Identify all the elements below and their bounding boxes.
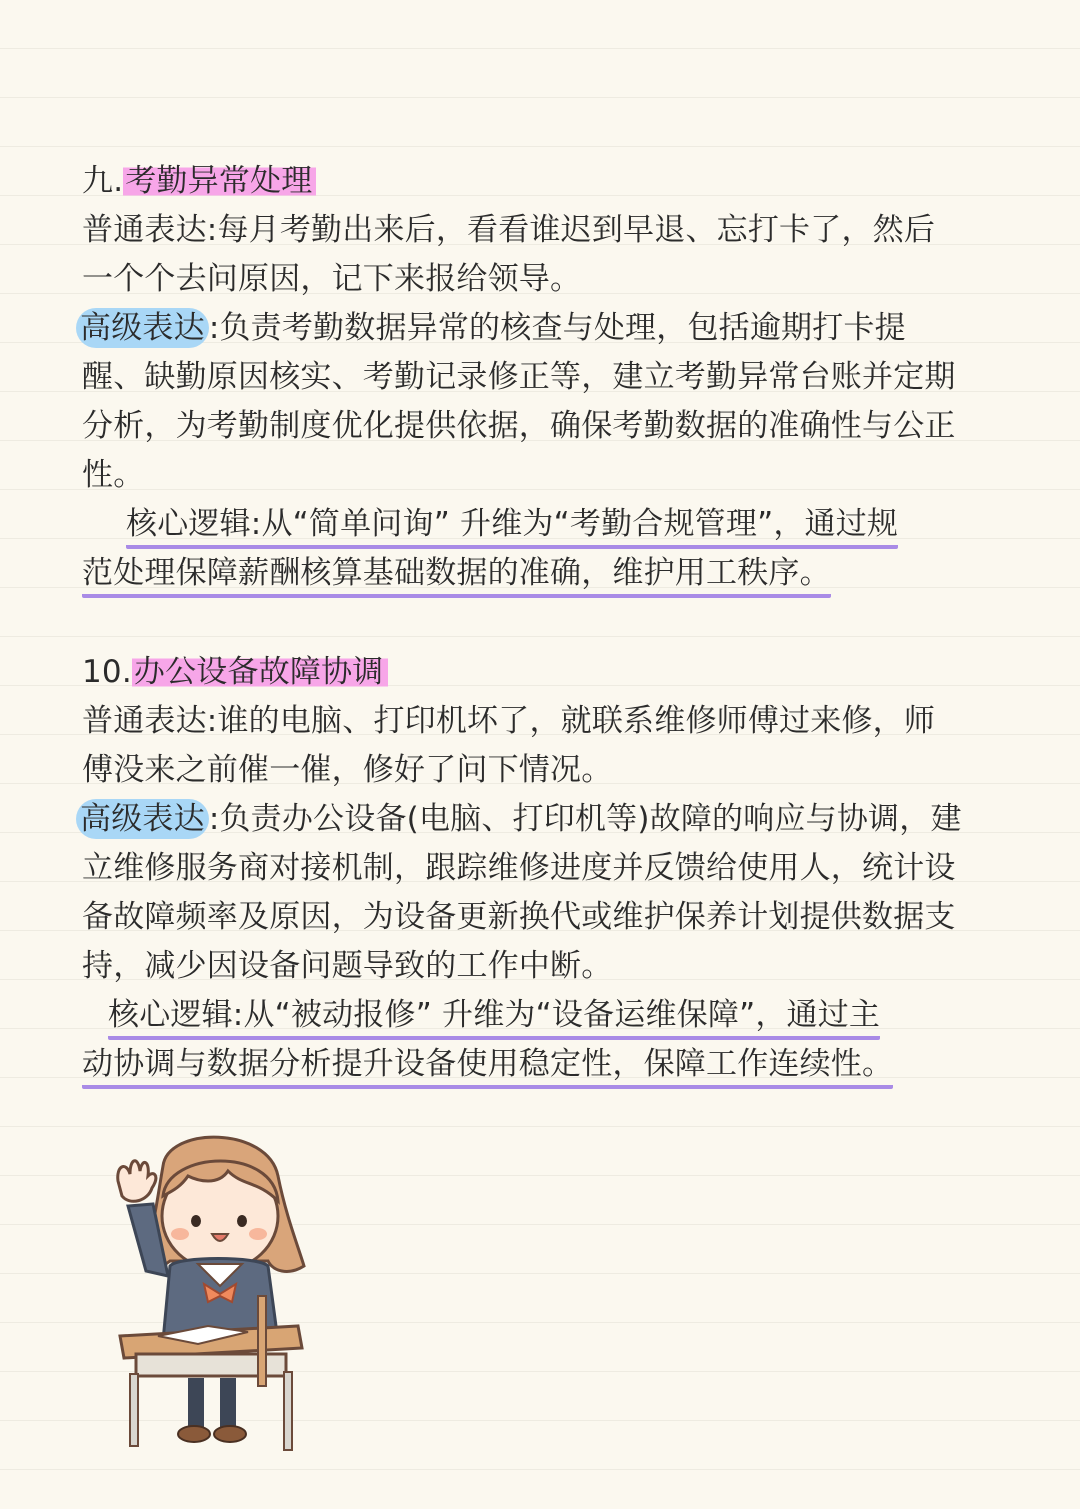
advanced-expression-line	[82, 795, 1022, 844]
advanced-expression-line: 立维修服务商对接机制，跟踪维修进度并反馈给使用人，统计设	[82, 850, 956, 886]
section-attendance	[82, 157, 1022, 598]
core-logic-text: 范处理保障薪酬核算基础数据的准确，维护用工秩序。	[82, 555, 831, 598]
advanced-expression-line: 性。	[82, 457, 145, 493]
normal-label: 普通表达:	[82, 212, 218, 248]
advanced-expression-line: 醒、缺勤原因核实、考勤记录修正等，建立考勤异常台账并定期	[82, 359, 956, 395]
advanced-text: :负责考勤数据异常的核查与处理，包括逾期打卡提	[208, 310, 906, 346]
advanced-label: 高级表达	[76, 799, 209, 839]
section-title	[82, 648, 1022, 697]
section-number: 九.	[82, 163, 124, 199]
student-girl-illustration	[108, 1126, 314, 1456]
section-equipment	[82, 648, 1022, 1089]
section-number: 10.	[82, 654, 132, 690]
normal-label: 普通表达:	[82, 703, 218, 739]
advanced-expression-line: 持，减少因设备问题导致的工作中断。	[82, 948, 613, 984]
normal-expression-line: 一个个去问原因，记下来报给领导。	[82, 261, 582, 297]
section-title	[82, 157, 1022, 206]
normal-text: 每月考勤出来后，看看谁迟到早退、忘打卡了，然后	[217, 212, 936, 248]
section-title-text: 办公设备故障协调	[132, 654, 388, 690]
normal-expression-line	[82, 697, 1022, 746]
core-logic-text: 核心逻辑:从“被动报修” 升维为“设备运维保障”，通过主	[108, 997, 880, 1040]
core-logic-line	[82, 1040, 1022, 1089]
core-logic-line	[82, 991, 1022, 1040]
normal-expression-line	[82, 206, 1022, 255]
advanced-expression-line	[82, 304, 1022, 353]
core-logic-line	[82, 549, 1022, 598]
core-logic-text: 核心逻辑:从“简单问询” 升维为“考勤合规管理”，通过规	[126, 506, 898, 549]
advanced-label: 高级表达	[76, 308, 209, 348]
advanced-expression-line: 备故障频率及原因，为设备更新换代或维护保养计划提供数据支	[82, 899, 956, 935]
advanced-text: :负责办公设备(电脑、打印机等)故障的响应与协调，建	[208, 801, 962, 837]
core-logic-line	[82, 500, 1022, 549]
section-title-text: 考勤异常处理	[123, 163, 316, 199]
core-logic-text: 动协调与数据分析提升设备使用稳定性，保障工作连续性。	[82, 1046, 893, 1089]
advanced-expression-line: 分析，为考勤制度优化提供依据，确保考勤数据的准确性与公正	[82, 408, 956, 444]
document-content	[82, 157, 1022, 1139]
normal-text: 谁的电脑、打印机坏了，就联系维修师傅过来修，师	[217, 703, 936, 739]
normal-expression-line: 傅没来之前催一催，修好了问下情况。	[82, 752, 613, 788]
